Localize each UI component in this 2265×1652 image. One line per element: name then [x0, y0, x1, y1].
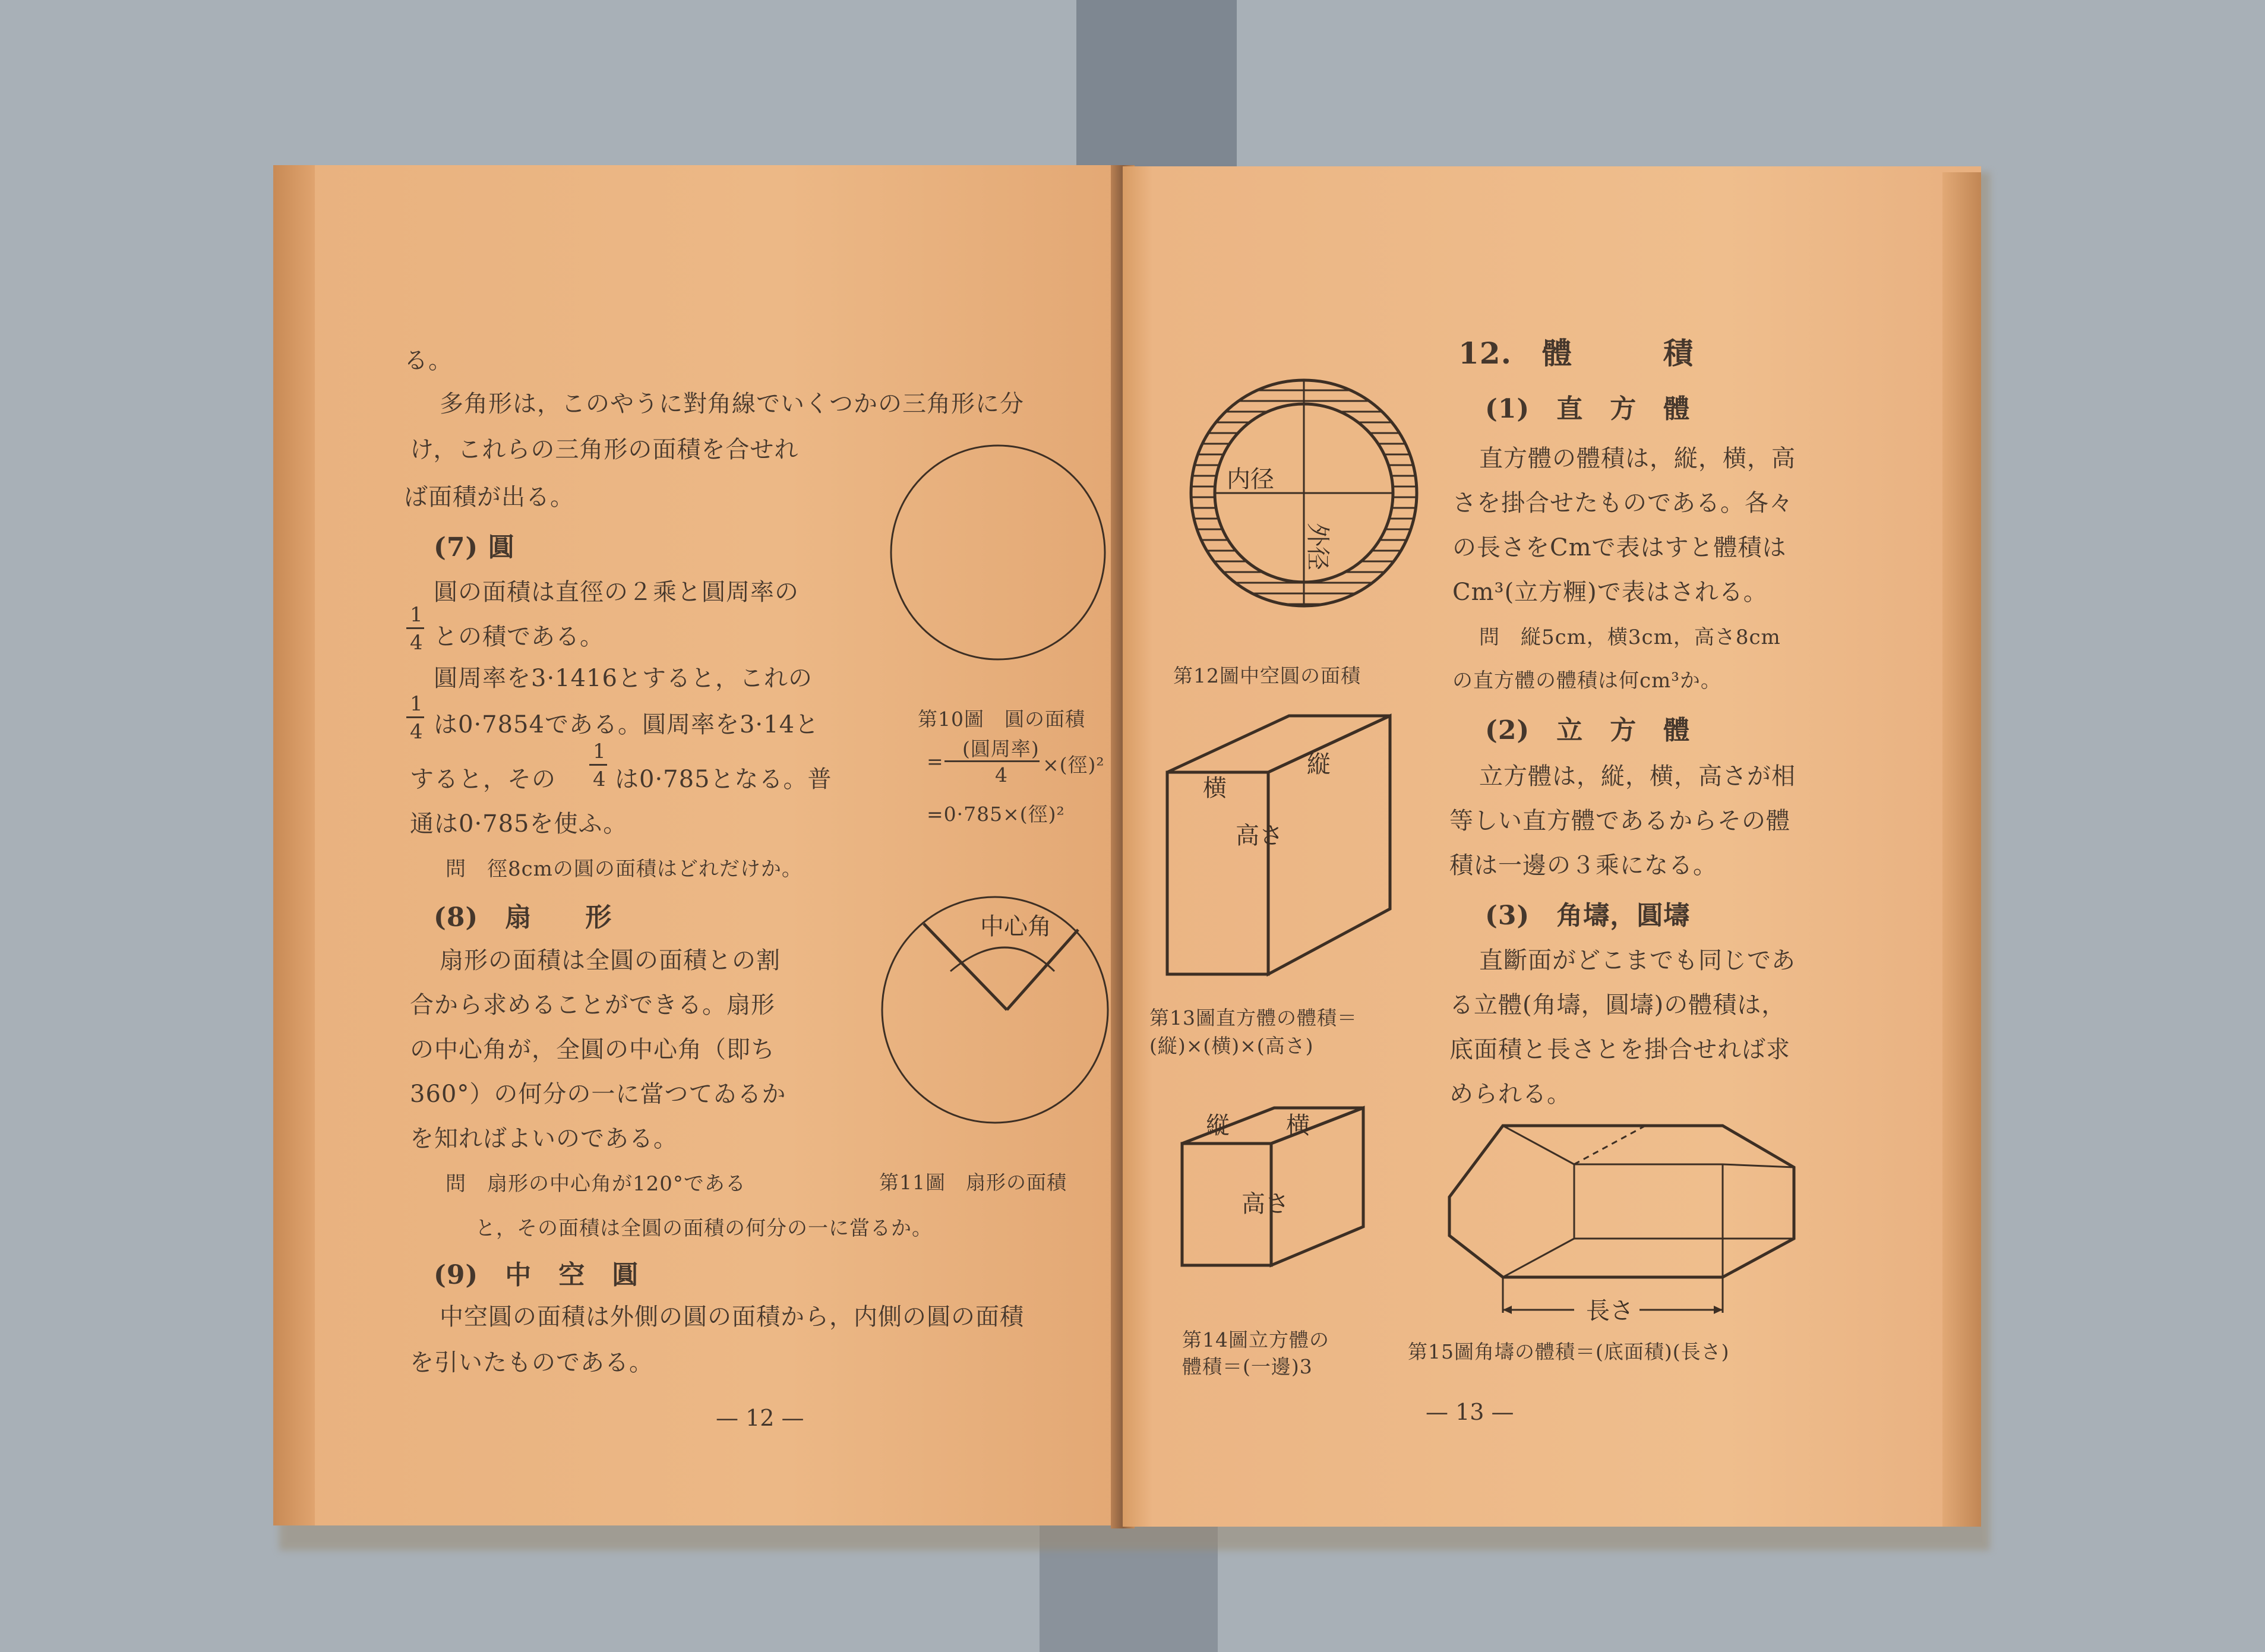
text-line: さを掛合せたものである。各々: [1452, 489, 1793, 517]
fig14-label-takasa: 高さ: [1242, 1190, 1289, 1218]
fig12-outer-label: 外径: [1304, 523, 1331, 570]
fig13-cuboid-diagram: [1158, 707, 1408, 986]
question-line: と，その面積は全圓の面積の何分の一に當るか。: [475, 1217, 933, 1240]
fraction-bar: [406, 716, 424, 718]
fig12-hollow-circle-diagram: [1188, 374, 1426, 612]
fraction-bar: [406, 627, 424, 629]
fraction-denominator: 4: [410, 720, 424, 744]
text-line: 通は0·785を使ふ。: [410, 810, 628, 838]
section-heading-cuboid: (1) 直 方 體: [1485, 394, 1691, 424]
right-page-edge: [1942, 172, 1981, 1527]
text-line: 360°）の何分の一に當つてゐるか: [410, 1081, 786, 1108]
text-line: る。: [404, 347, 453, 374]
background-strip-top: [1076, 0, 1237, 172]
section-heading-cube: (2) 立 方 體: [1485, 715, 1691, 746]
text-line: 多角形は，このやうに對角線でいくつかの三角形に分: [440, 390, 1024, 418]
question-line: 問 扇形の中心角が120°である: [446, 1172, 746, 1196]
chapter-heading-volume: 12. 體 積: [1458, 336, 1694, 371]
fig15-prism-diagram: [1443, 1117, 1800, 1331]
section-heading-sector: (8) 扇 形: [434, 902, 612, 933]
fig12-caption: 第12圖中空圓の面積: [1173, 664, 1361, 687]
fig10-formula-numerator: (圓周率): [962, 737, 1040, 760]
section-heading-circle: (7) 圓: [434, 532, 515, 563]
fig12-inner-label: 内径: [1227, 466, 1274, 493]
text-line: 底面積と長さとを掛合せれば求: [1449, 1036, 1790, 1063]
fig10-formula-tail: ×(徑)²: [1043, 753, 1105, 776]
text-line: Cm³(立方糎)で表はされる。: [1452, 579, 1768, 606]
text-line: 圓周率を3·1416とすると，これの: [434, 665, 813, 692]
fig14-cube-diagram: [1173, 1105, 1369, 1283]
fraction-numerator: 1: [410, 603, 424, 627]
fig13-label-takasa: 高さ: [1236, 822, 1283, 849]
fig14-caption-line1: 第14圖立方體の: [1182, 1328, 1329, 1351]
fig15-length-label: 長さ: [1586, 1297, 1634, 1325]
fig11-sector-diagram: [879, 888, 1117, 1138]
fig11-center-angle-label: 中心角: [980, 913, 1051, 940]
text-line: 積は一邊の３乘になる。: [1449, 852, 1717, 879]
text-line: すると，その: [410, 766, 556, 793]
fig13-label-tate: 縦: [1307, 751, 1331, 778]
fraction-numerator: 1: [410, 692, 424, 716]
fig14-label-tate: 縦: [1206, 1112, 1230, 1139]
text-line: 立方體は，縦，横，高さが相: [1479, 763, 1796, 790]
fig10-formula-bar: [944, 760, 1040, 762]
text-line: を知ればよいのである。: [410, 1125, 678, 1152]
fig10-formula-denominator: 4: [995, 763, 1008, 786]
fraction-bar: [589, 764, 607, 766]
fig15-caption: 第15圖角壔の體積＝(底面積)(長さ): [1408, 1340, 1730, 1363]
text-line: 等しい直方體であるからその體: [1449, 807, 1790, 835]
text-line: 中空圓の面積は外側の圓の面積から，内側の圓の面積: [440, 1303, 1024, 1331]
text-line: 合から求めることができる。扇形: [410, 991, 775, 1019]
question-line: 問 縦5cm，横3cm，高さ8cm: [1479, 626, 1781, 649]
fig10-equal: =: [927, 750, 944, 773]
text-line: 直方體の體積は，縦，横，高: [1479, 445, 1796, 472]
question-line: の直方體の體積は何cm³か。: [1452, 669, 1721, 693]
fig14-caption-line2: 體積＝(一邊)3: [1182, 1355, 1313, 1378]
fig11-caption: 第11圖 扇形の面積: [879, 1171, 1067, 1194]
section-heading-hollow-circle: (9) 中 空 圓: [434, 1260, 639, 1290]
fig13-caption-line1: 第13圖直方體の體積＝: [1149, 1006, 1357, 1029]
fraction-numerator: 1: [593, 740, 606, 763]
text-line: る立體(角壔，圓壔)の體積は，: [1449, 991, 1786, 1019]
text-line: は0·785となる。普: [615, 766, 832, 793]
text-line: 扇形の面積は全圓の面積との割: [440, 947, 781, 974]
text-line: 直斷面がどこまでも同じであ: [1479, 947, 1796, 974]
page-number-13: — 13 —: [1426, 1399, 1514, 1425]
fraction-denominator: 4: [593, 767, 606, 791]
fig13-caption-line2: (縦)×(横)×(高さ): [1149, 1034, 1314, 1057]
text-line: け，これらの三角形の面積を合せれ: [410, 436, 799, 463]
text-line: の中心角が，全圓の中心角（即ち: [410, 1036, 775, 1063]
text-line: を引いたものである。: [410, 1349, 653, 1376]
fig10-caption: 第10圖 圓の面積: [918, 707, 1085, 731]
section-heading-prism-cylinder: (3) 角壔，圓壔: [1485, 901, 1691, 931]
text-line: ば面積が出る。: [404, 484, 574, 511]
page-number-12: — 12 —: [716, 1405, 804, 1431]
text-line: 圓の面積は直徑の２乘と圓周率の: [434, 579, 799, 606]
text-line: は0·7854である。圓周率を3·14と: [434, 711, 820, 738]
left-page-edge: [273, 165, 315, 1525]
text-line: められる。: [1449, 1081, 1571, 1108]
question-line: 問 徑8cmの圓の面積はどれだけか。: [446, 857, 803, 881]
text-line: との積である。: [434, 623, 604, 650]
fraction-denominator: 4: [410, 631, 424, 655]
fig10-circle: [888, 443, 1114, 668]
text-line: の長さをCmで表はすと體積は: [1452, 534, 1787, 561]
fig10-formula-line2: =0·785×(徑)²: [927, 803, 1065, 826]
fig13-label-yoko: 横: [1203, 775, 1227, 802]
fig14-label-yoko: 横: [1286, 1112, 1310, 1139]
